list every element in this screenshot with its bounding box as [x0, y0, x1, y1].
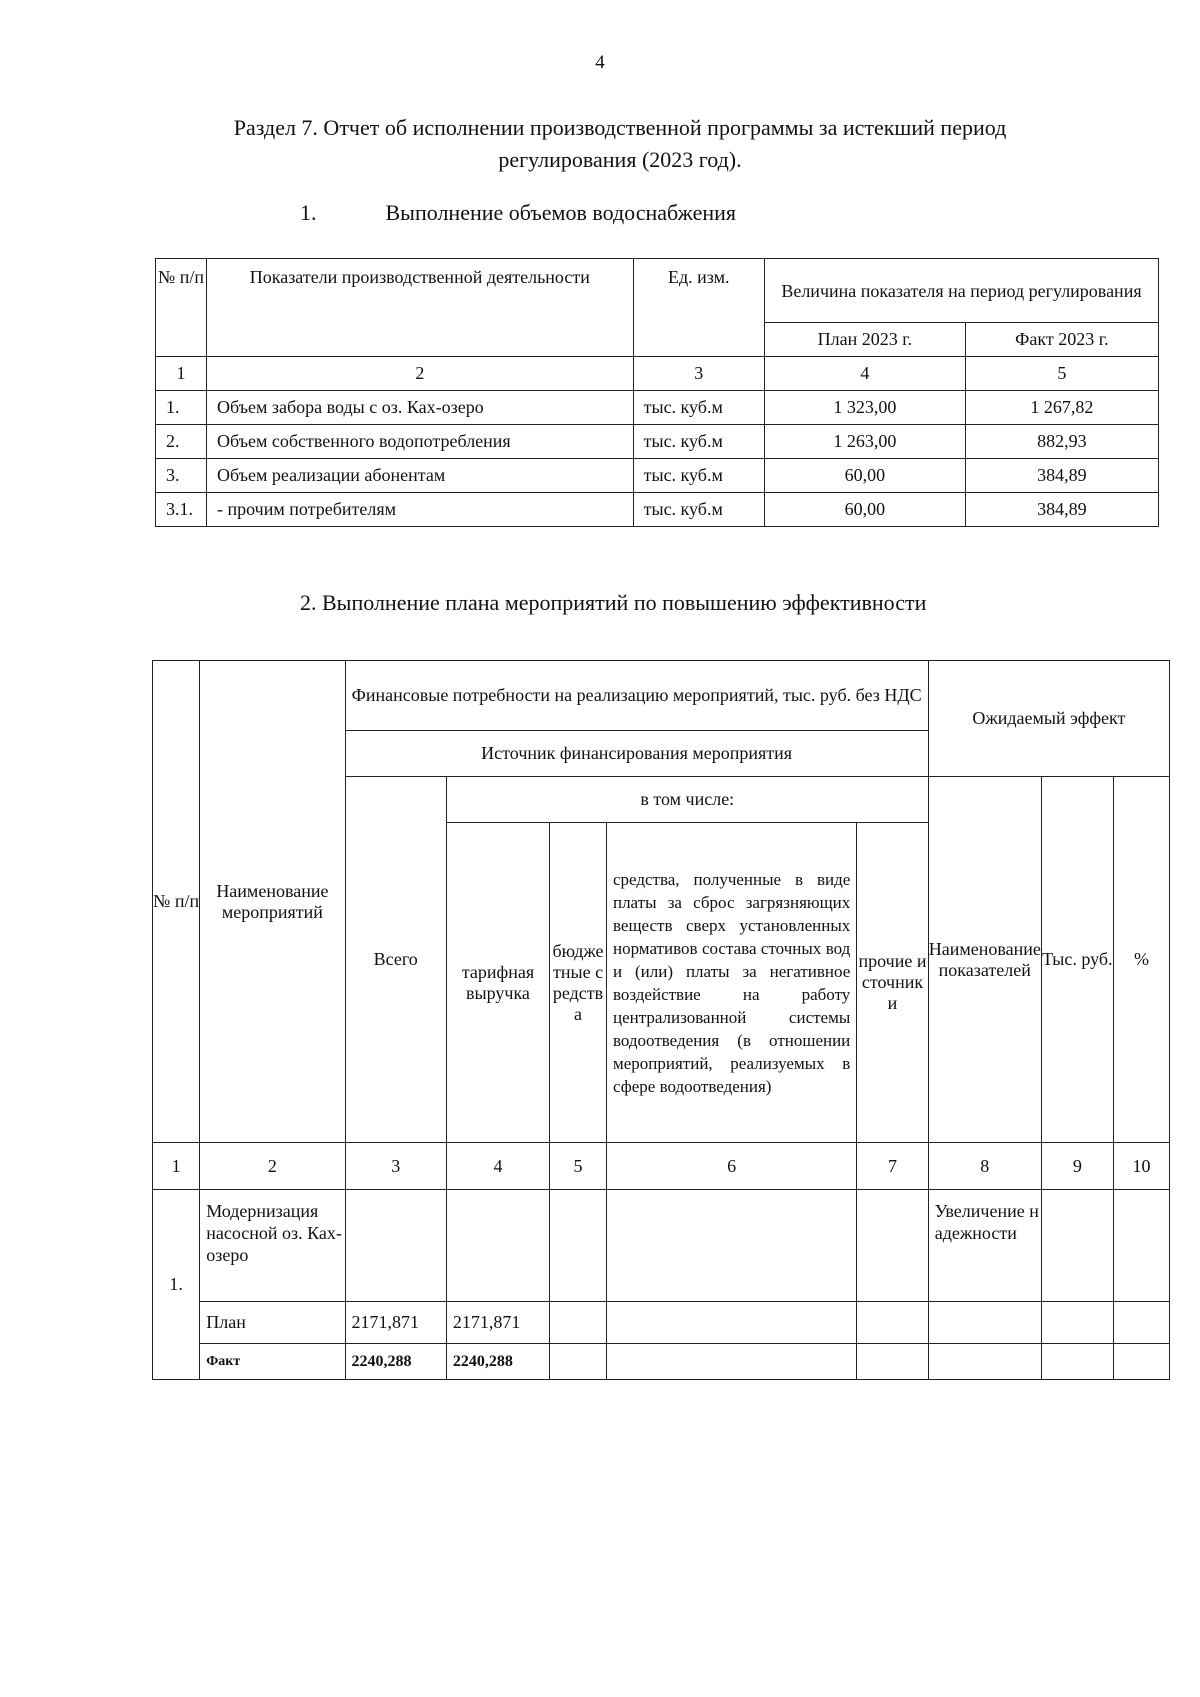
header-indicator-name: Наименование показателей [928, 777, 1041, 1143]
row-num: 3.1. [156, 493, 207, 527]
empty-cell [1041, 1302, 1113, 1344]
empty-cell [1113, 1190, 1169, 1302]
empty-cell [1113, 1344, 1169, 1380]
header-num: № п/п [153, 661, 200, 1143]
empty-cell [550, 1190, 607, 1302]
header-fact: Факт 2023 г. [965, 323, 1158, 357]
header-total: Всего [345, 777, 446, 1143]
heading-water-supply [300, 200, 736, 226]
empty-cell [1113, 1302, 1169, 1344]
efficiency-measures-table [152, 660, 1170, 1380]
section-title-line2: регулирования (2023 год). [498, 147, 742, 172]
row-fact: 384,89 [965, 459, 1158, 493]
section-title [150, 112, 1090, 176]
empty-cell [550, 1302, 607, 1344]
header-unit: Ед. изм. [633, 259, 764, 357]
col-number: 7 [857, 1143, 928, 1190]
header-indicator: Показатели производственной деятельности [207, 259, 634, 357]
row-plan: 1 323,00 [764, 391, 965, 425]
col-number: 9 [1041, 1143, 1113, 1190]
item-name: Модернизация насосной оз. Ках-озеро [200, 1190, 345, 1302]
fact-total: 2240,288 [345, 1344, 446, 1380]
col-number: 10 [1113, 1143, 1169, 1190]
row-name: Объем реализации абонентам [207, 459, 634, 493]
row-num: 1. [156, 391, 207, 425]
row-unit: тыс. куб.м [633, 391, 764, 425]
col-number: 2 [200, 1143, 345, 1190]
empty-cell [928, 1344, 1041, 1380]
table-row [156, 425, 1159, 459]
header-other: прочие источники [857, 823, 928, 1143]
empty-cell [606, 1344, 856, 1380]
empty-cell [345, 1190, 446, 1302]
col-number: 3 [345, 1143, 446, 1190]
col-number: 1 [156, 357, 207, 391]
row-plan: 1 263,00 [764, 425, 965, 459]
col-number: 8 [928, 1143, 1041, 1190]
col-number: 4 [446, 1143, 549, 1190]
header-percent: % [1113, 777, 1169, 1143]
heading-number: 1. [300, 200, 317, 225]
row-plan: 60,00 [764, 459, 965, 493]
row-name: Объем забора воды с оз. Ках-озеро [207, 391, 634, 425]
header-plan: План 2023 г. [764, 323, 965, 357]
empty-cell [857, 1190, 928, 1302]
empty-cell [606, 1190, 856, 1302]
header-budget: бюджетные средства [550, 823, 607, 1143]
col-number: 5 [965, 357, 1158, 391]
fact-label: Факт [200, 1344, 345, 1380]
header-effect: Ожидаемый эффект [928, 661, 1169, 777]
header-value: Величина показателя на период регулирования [764, 259, 1158, 323]
row-fact: 1 267,82 [965, 391, 1158, 425]
row-num: 3. [156, 459, 207, 493]
item-num: 1. [153, 1190, 200, 1380]
heading-efficiency-plan: 2. Выполнение плана мероприятий по повышению эффективности [300, 590, 927, 615]
row-unit: тыс. куб.м [633, 425, 764, 459]
row-num: 2. [156, 425, 207, 459]
plan-label: План [200, 1302, 345, 1344]
empty-cell [1041, 1190, 1113, 1302]
header-num: № п/п [156, 259, 207, 357]
header-fees: средства, полученные в виде платы за сброс загрязняющих веществ сверх установленных нормативов состава сточных вод и (или) платы за негативное воздействие на работу централизованной системы водоотведения (в отношении мероприятий, реализуемых в сфере водоотведения) [606, 823, 856, 1143]
empty-cell [550, 1344, 607, 1380]
row-name: - прочим потребителям [207, 493, 634, 527]
col-number: 5 [550, 1143, 607, 1190]
plan-tariff: 2171,871 [446, 1302, 549, 1344]
row-fact: 882,93 [965, 425, 1158, 459]
page-number: 4 [595, 52, 605, 73]
table-row [156, 391, 1159, 425]
header-finance: Финансовые потребности на реализацию мероприятий, тыс. руб. без НДС [345, 661, 928, 731]
col-number: 2 [207, 357, 634, 391]
header-tariff: тарифная выручка [446, 823, 549, 1143]
col-number: 6 [606, 1143, 856, 1190]
table-row [156, 459, 1159, 493]
table-row [153, 1190, 1170, 1302]
empty-cell [928, 1302, 1041, 1344]
empty-cell [857, 1344, 928, 1380]
header-including: в том числе: [446, 777, 928, 823]
empty-cell [606, 1302, 856, 1344]
table-row [156, 493, 1159, 527]
row-unit: тыс. куб.м [633, 459, 764, 493]
water-supply-table [155, 258, 1159, 527]
empty-cell [446, 1190, 549, 1302]
table-row [153, 1344, 1170, 1380]
table-row [153, 1302, 1170, 1344]
heading-text: Выполнение объемов водоснабжения [385, 200, 736, 225]
empty-cell [1041, 1344, 1113, 1380]
header-thousand-rub: Тыс. руб. [1041, 777, 1113, 1143]
col-number: 3 [633, 357, 764, 391]
col-number: 1 [153, 1143, 200, 1190]
item-effect: Увеличение надежности [928, 1190, 1041, 1302]
row-name: Объем собственного водопотребления [207, 425, 634, 459]
row-fact: 384,89 [965, 493, 1158, 527]
row-unit: тыс. куб.м [633, 493, 764, 527]
row-plan: 60,00 [764, 493, 965, 527]
plan-total: 2171,871 [345, 1302, 446, 1344]
section-title-line1: Раздел 7. Отчет об исполнении производственной программы за истекший период [233, 115, 1007, 140]
header-source: Источник финансирования мероприятия [345, 731, 928, 777]
col-number: 4 [764, 357, 965, 391]
empty-cell [857, 1302, 928, 1344]
header-name: Наименование мероприятий [200, 661, 345, 1143]
fact-tariff: 2240,288 [446, 1344, 549, 1380]
